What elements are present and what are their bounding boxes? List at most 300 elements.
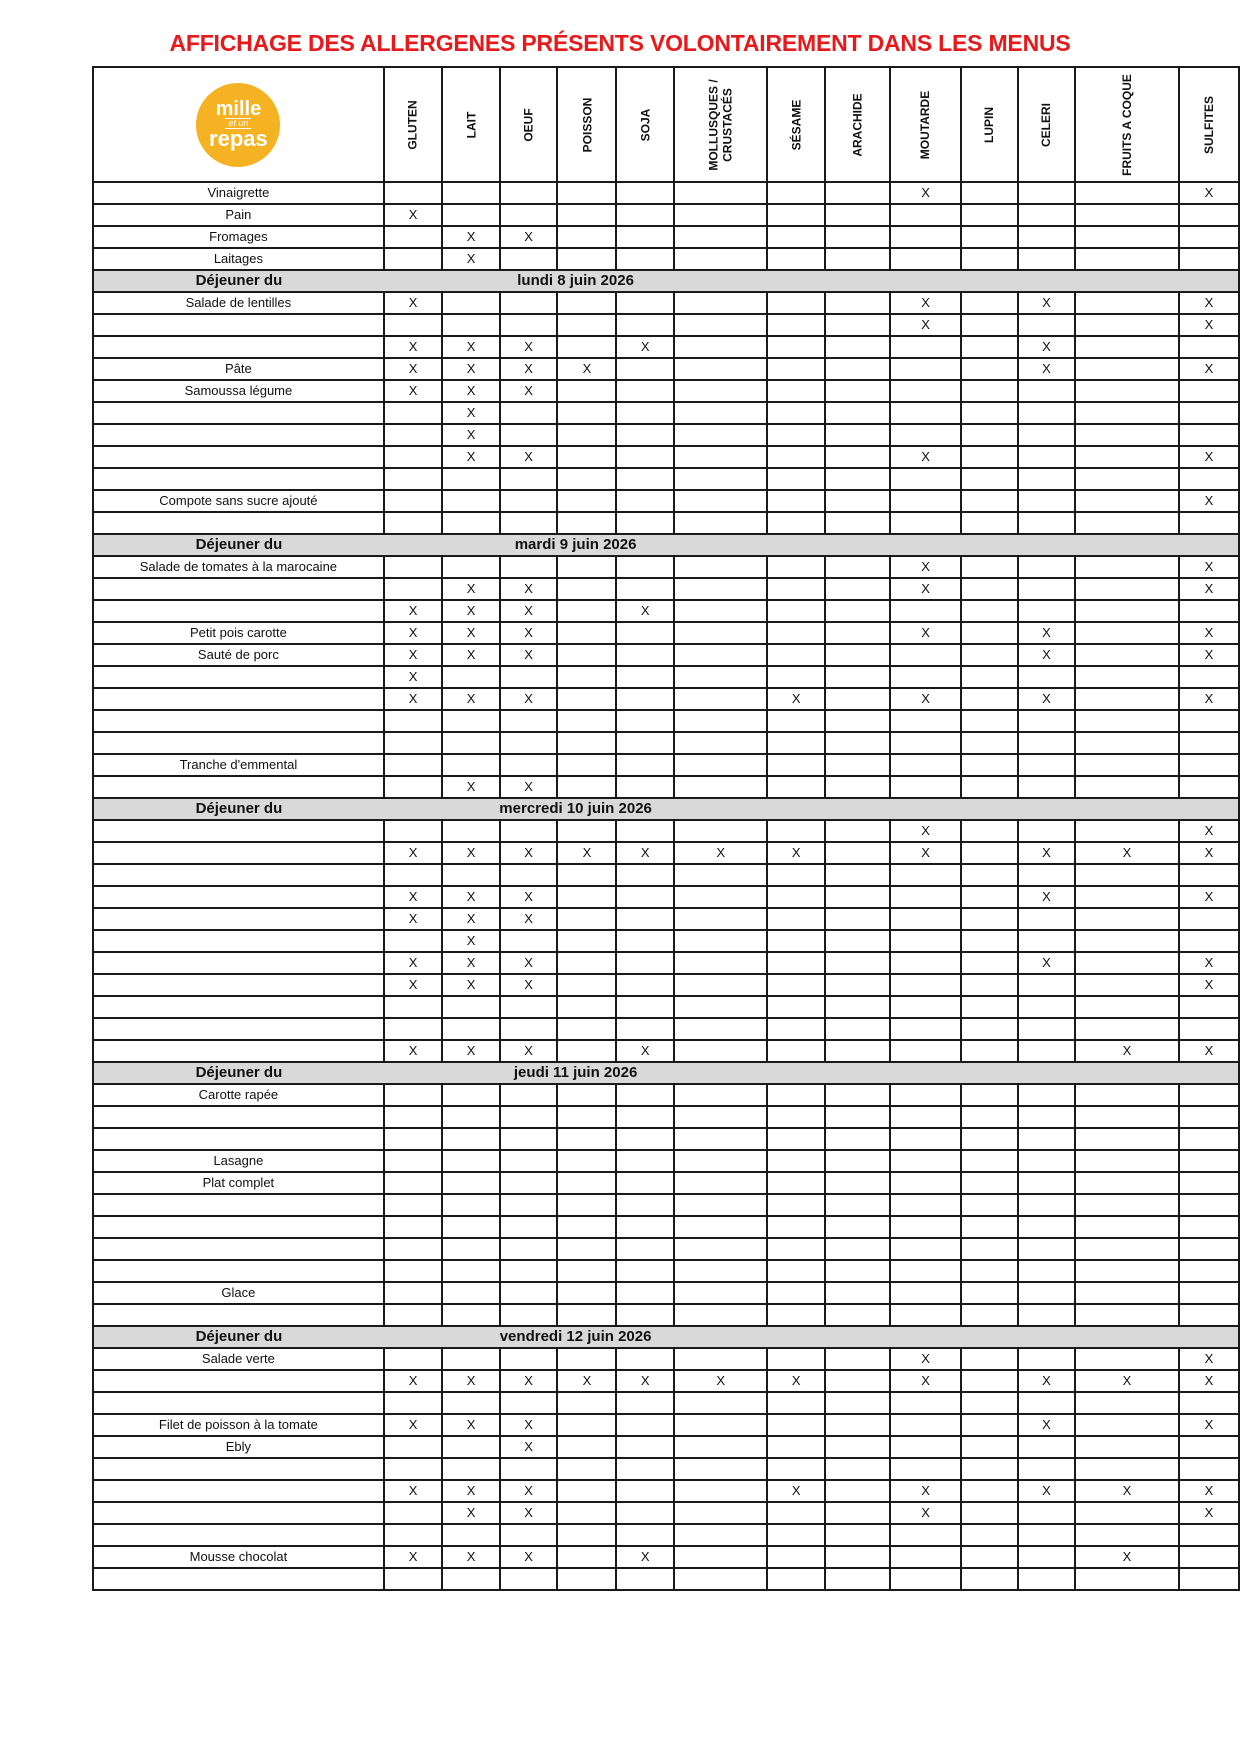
allergen-cell [825,1370,890,1392]
allergen-cell: X [384,380,443,402]
allergen-cell [1018,1194,1075,1216]
day-band-fill [767,1062,1239,1084]
allergen-cell [674,1436,767,1458]
allergen-cell: X [500,1414,558,1436]
dish-name [93,1106,384,1128]
dish-name [93,710,384,732]
allergen-cell [674,710,767,732]
allergen-cell [500,1260,558,1282]
allergen-cell: X [1018,292,1075,314]
allergen-cell [442,1084,499,1106]
day-header [93,1062,1239,1084]
allergen-cell [616,314,674,336]
table-row [93,182,1239,204]
allergen-cell: X [442,248,499,270]
allergen-header [890,67,960,182]
allergen-cell [767,512,825,534]
allergen-cell [825,380,890,402]
allergen-cell [767,1568,825,1590]
allergen-cell [442,292,499,314]
allergen-cell [557,974,616,996]
allergen-cell: X [442,1502,499,1524]
allergen-cell [1179,1568,1239,1590]
allergen-cell [767,1106,825,1128]
allergen-cell [1018,226,1075,248]
table-row [93,754,1239,776]
allergen-cell: X [384,952,443,974]
allergen-cell [890,1040,960,1062]
allergen-cell [616,952,674,974]
allergen-cell [1179,1150,1239,1172]
allergen-cell: X [442,886,499,908]
allergen-cell: X [384,1480,443,1502]
table-row [93,820,1239,842]
allergen-cell [674,996,767,1018]
allergen-cell: X [500,952,558,974]
allergen-cell: X [384,358,443,380]
allergen-cell: X [1018,358,1075,380]
meal-label: Déjeuner du [93,270,384,292]
dish-name [93,600,384,622]
allergen-cell [825,886,890,908]
allergen-cell [616,688,674,710]
allergen-cell: X [674,1370,767,1392]
allergen-cell [616,820,674,842]
allergen-cell [1018,930,1075,952]
allergen-cell [767,468,825,490]
allergen-cell [961,754,1018,776]
day-date: jeudi 11 juin 2026 [384,1062,768,1084]
allergen-cell [384,314,443,336]
allergen-cell: X [500,644,558,666]
allergen-cell [890,996,960,1018]
day-band-fill [767,270,1239,292]
allergen-cell [1075,1194,1179,1216]
allergen-cell [674,556,767,578]
dish-name: Filet de poisson à la tomate [93,1414,384,1436]
allergen-cell [1018,776,1075,798]
allergen-cell [674,468,767,490]
allergen-cell [616,1238,674,1260]
allergen-cell [1075,688,1179,710]
table-row [93,974,1239,996]
allergen-label: LUPIN [982,106,997,143]
allergen-cell [616,1480,674,1502]
allergen-table [92,66,1240,1591]
allergen-cell [825,1040,890,1062]
allergen-cell [384,446,443,468]
allergen-cell [557,1282,616,1304]
allergen-cell [442,1128,499,1150]
allergen-cell [825,974,890,996]
allergen-cell [557,1106,616,1128]
allergen-cell [767,1238,825,1260]
dish-name [93,402,384,424]
allergen-cell: X [890,1370,960,1392]
allergen-cell [674,248,767,270]
allergen-cell [890,1084,960,1106]
table-body [93,67,1239,1590]
allergen-cell [825,622,890,644]
allergen-cell [1075,908,1179,930]
allergen-cell [616,358,674,380]
allergen-cell [674,424,767,446]
allergen-cell [961,886,1018,908]
allergen-cell [825,996,890,1018]
allergen-cell [557,1018,616,1040]
allergen-cell [825,226,890,248]
allergen-cell [674,1238,767,1260]
allergen-cell: X [1179,578,1239,600]
allergen-cell [961,820,1018,842]
logo-line-3: repas [209,126,268,151]
allergen-cell [825,600,890,622]
day-date: vendredi 12 juin 2026 [384,1326,768,1348]
allergen-label: SOJA [638,108,653,141]
allergen-cell [1179,1084,1239,1106]
allergen-cell: X [500,1040,558,1062]
allergen-cell [674,358,767,380]
allergen-cell [1075,1128,1179,1150]
allergen-cell [825,468,890,490]
allergen-cell [890,1106,960,1128]
allergen-cell: X [442,1370,499,1392]
allergen-cell [557,1392,616,1414]
allergen-cell [1179,666,1239,688]
allergen-cell: X [384,1040,443,1062]
table-row [93,248,1239,270]
allergen-cell: X [500,226,558,248]
allergen-cell [825,424,890,446]
allergen-cell [616,776,674,798]
allergen-cell [1075,1502,1179,1524]
allergen-cell [961,1392,1018,1414]
allergen-cell [616,1524,674,1546]
allergen-cell [500,1084,558,1106]
allergen-cell [442,1458,499,1480]
allergen-cell [961,1238,1018,1260]
allergen-cell [500,1458,558,1480]
allergen-cell: X [500,1480,558,1502]
allergen-cell [961,1304,1018,1326]
allergen-cell [890,644,960,666]
allergen-cell [961,248,1018,270]
allergen-cell [616,1458,674,1480]
allergen-cell [961,314,1018,336]
allergen-cell [1018,1040,1075,1062]
allergen-cell [1018,710,1075,732]
allergen-cell: X [1179,1348,1239,1370]
table-row [93,1084,1239,1106]
allergen-cell [674,446,767,468]
allergen-cell [825,1172,890,1194]
allergen-cell [961,666,1018,688]
allergen-cell [384,248,443,270]
table-row [93,908,1239,930]
allergen-cell [767,1392,825,1414]
allergen-cell [674,1414,767,1436]
allergen-cell [1179,1546,1239,1568]
allergen-cell [1018,490,1075,512]
allergen-cell: X [384,886,443,908]
allergen-cell [961,380,1018,402]
allergen-cell [767,974,825,996]
allergen-cell: X [500,578,558,600]
allergen-cell: X [384,622,443,644]
allergen-cell [890,908,960,930]
allergen-cell [767,600,825,622]
allergen-cell [674,1480,767,1502]
dish-name [93,1238,384,1260]
allergen-cell [616,424,674,446]
allergen-cell [961,1546,1018,1568]
allergen-cell: X [442,908,499,930]
allergen-cell [1018,1502,1075,1524]
dish-name [93,974,384,996]
allergen-cell [442,204,499,226]
allergen-cell [825,864,890,886]
allergen-cell [1075,182,1179,204]
allergen-cell [616,710,674,732]
allergen-cell [1179,402,1239,424]
allergen-cell [384,1238,443,1260]
table-row [93,446,1239,468]
allergen-header [500,67,558,182]
allergen-cell [767,1040,825,1062]
allergen-cell [442,1568,499,1590]
table-row [93,1568,1239,1590]
allergen-cell [1179,1282,1239,1304]
allergen-cell [500,864,558,886]
table-row [93,1040,1239,1062]
allergen-cell [1018,1084,1075,1106]
allergen-cell [500,556,558,578]
allergen-cell [825,842,890,864]
allergen-label: POISSON [579,97,594,152]
allergen-cell [825,1348,890,1370]
allergen-cell: X [384,974,443,996]
dish-name: Fromages [93,226,384,248]
table-row [93,1392,1239,1414]
allergen-cell [961,512,1018,534]
dish-name [93,952,384,974]
allergen-cell [557,600,616,622]
allergen-cell [767,314,825,336]
allergen-cell [616,930,674,952]
allergen-cell [890,1128,960,1150]
allergen-cell: X [1179,358,1239,380]
allergen-cell: X [1179,490,1239,512]
allergen-cell [1018,204,1075,226]
allergen-cell [616,1392,674,1414]
allergen-cell [442,666,499,688]
allergen-cell [616,754,674,776]
allergen-cell: X [890,446,960,468]
allergen-cell [961,974,1018,996]
allergen-cell [1075,446,1179,468]
table-row [93,886,1239,908]
allergen-cell [557,1502,616,1524]
header-row [93,67,1239,182]
day-header [93,270,1239,292]
allergen-cell [674,732,767,754]
allergen-cell [961,490,1018,512]
allergen-cell [500,754,558,776]
dish-name [93,1040,384,1062]
allergen-cell [1075,1568,1179,1590]
allergen-cell [1018,908,1075,930]
allergen-cell [1179,1172,1239,1194]
dish-name: Sauté de porc [93,644,384,666]
allergen-cell [767,1436,825,1458]
allergen-cell [961,710,1018,732]
table-row [93,336,1239,358]
allergen-cell: X [500,1502,558,1524]
allergen-cell [890,248,960,270]
logo [196,83,280,167]
allergen-cell: X [767,1370,825,1392]
allergen-cell [674,820,767,842]
allergen-cell [674,688,767,710]
allergen-cell: X [384,688,443,710]
allergen-cell [557,622,616,644]
allergen-cell [825,908,890,930]
allergen-cell [961,292,1018,314]
dish-name: Petit pois carotte [93,622,384,644]
allergen-cell [384,1348,443,1370]
allergen-cell [616,1194,674,1216]
allergen-cell [674,776,767,798]
table-row [93,556,1239,578]
allergen-cell [825,1414,890,1436]
allergen-cell [767,1018,825,1040]
allergen-cell [961,204,1018,226]
dish-name: Vinaigrette [93,182,384,204]
allergen-cell [442,1150,499,1172]
allergen-cell: X [500,336,558,358]
allergen-cell [825,930,890,952]
allergen-header [557,67,616,182]
allergen-cell: X [442,578,499,600]
allergen-cell [1179,248,1239,270]
meal-label: Déjeuner du [93,1326,384,1348]
allergen-cell [384,1568,443,1590]
allergen-cell: X [500,446,558,468]
allergen-cell [500,1282,558,1304]
allergen-cell [1018,1546,1075,1568]
dish-name [93,314,384,336]
allergen-cell [557,710,616,732]
allergen-cell [890,710,960,732]
allergen-cell [961,1502,1018,1524]
allergen-cell [890,1260,960,1282]
allergen-cell [825,1216,890,1238]
allergen-cell [557,380,616,402]
allergen-cell [890,754,960,776]
allergen-label: OEUF [521,107,536,142]
allergen-cell [890,1172,960,1194]
allergen-cell: X [890,578,960,600]
allergen-cell: X [616,600,674,622]
allergen-cell: X [500,1546,558,1568]
allergen-cell [890,930,960,952]
dish-name [93,930,384,952]
allergen-cell [384,864,443,886]
allergen-cell [557,204,616,226]
allergen-cell [500,1238,558,1260]
allergen-cell [890,732,960,754]
allergen-cell [557,1436,616,1458]
allergen-cell [1018,1392,1075,1414]
allergen-cell [500,1194,558,1216]
allergen-cell [1018,1524,1075,1546]
allergen-cell [557,1194,616,1216]
dish-name: Pain [93,204,384,226]
dish-name [93,1128,384,1150]
allergen-cell [767,204,825,226]
allergen-cell [500,930,558,952]
allergen-cell [961,600,1018,622]
allergen-cell [1075,1282,1179,1304]
allergen-cell [384,226,443,248]
allergen-cell [616,1106,674,1128]
allergen-cell: X [1179,842,1239,864]
allergen-cell [557,754,616,776]
allergen-cell [890,666,960,688]
allergen-cell [1075,556,1179,578]
allergen-cell [825,1084,890,1106]
allergen-cell [674,666,767,688]
table-row [93,1546,1239,1568]
allergen-cell: X [1018,1480,1075,1502]
allergen-header [674,67,767,182]
allergen-cell [961,446,1018,468]
allergen-cell [442,1018,499,1040]
allergen-cell: X [442,1480,499,1502]
allergen-cell [500,1524,558,1546]
allergen-cell [961,556,1018,578]
allergen-cell: X [500,688,558,710]
allergen-cell [557,182,616,204]
allergen-cell: X [442,776,499,798]
allergen-cell [1018,1458,1075,1480]
dish-name [93,1260,384,1282]
allergen-cell [616,1172,674,1194]
allergen-cell [1075,666,1179,688]
allergen-cell: X [500,974,558,996]
dish-name [93,776,384,798]
allergen-cell: X [1179,446,1239,468]
allergen-cell: X [442,688,499,710]
allergen-cell [890,952,960,974]
allergen-cell: X [616,1040,674,1062]
table-row [93,1106,1239,1128]
allergen-cell: X [442,600,499,622]
allergen-cell [825,314,890,336]
allergen-cell: X [767,688,825,710]
allergen-cell [557,1458,616,1480]
allergen-cell [442,468,499,490]
allergen-cell [384,1150,443,1172]
allergen-cell: X [890,1348,960,1370]
dish-name [93,908,384,930]
allergen-cell: X [1179,952,1239,974]
allergen-cell [1075,380,1179,402]
dish-name: Lasagne [93,1150,384,1172]
day-date: lundi 8 juin 2026 [384,270,768,292]
allergen-cell [674,1282,767,1304]
allergen-cell [384,710,443,732]
